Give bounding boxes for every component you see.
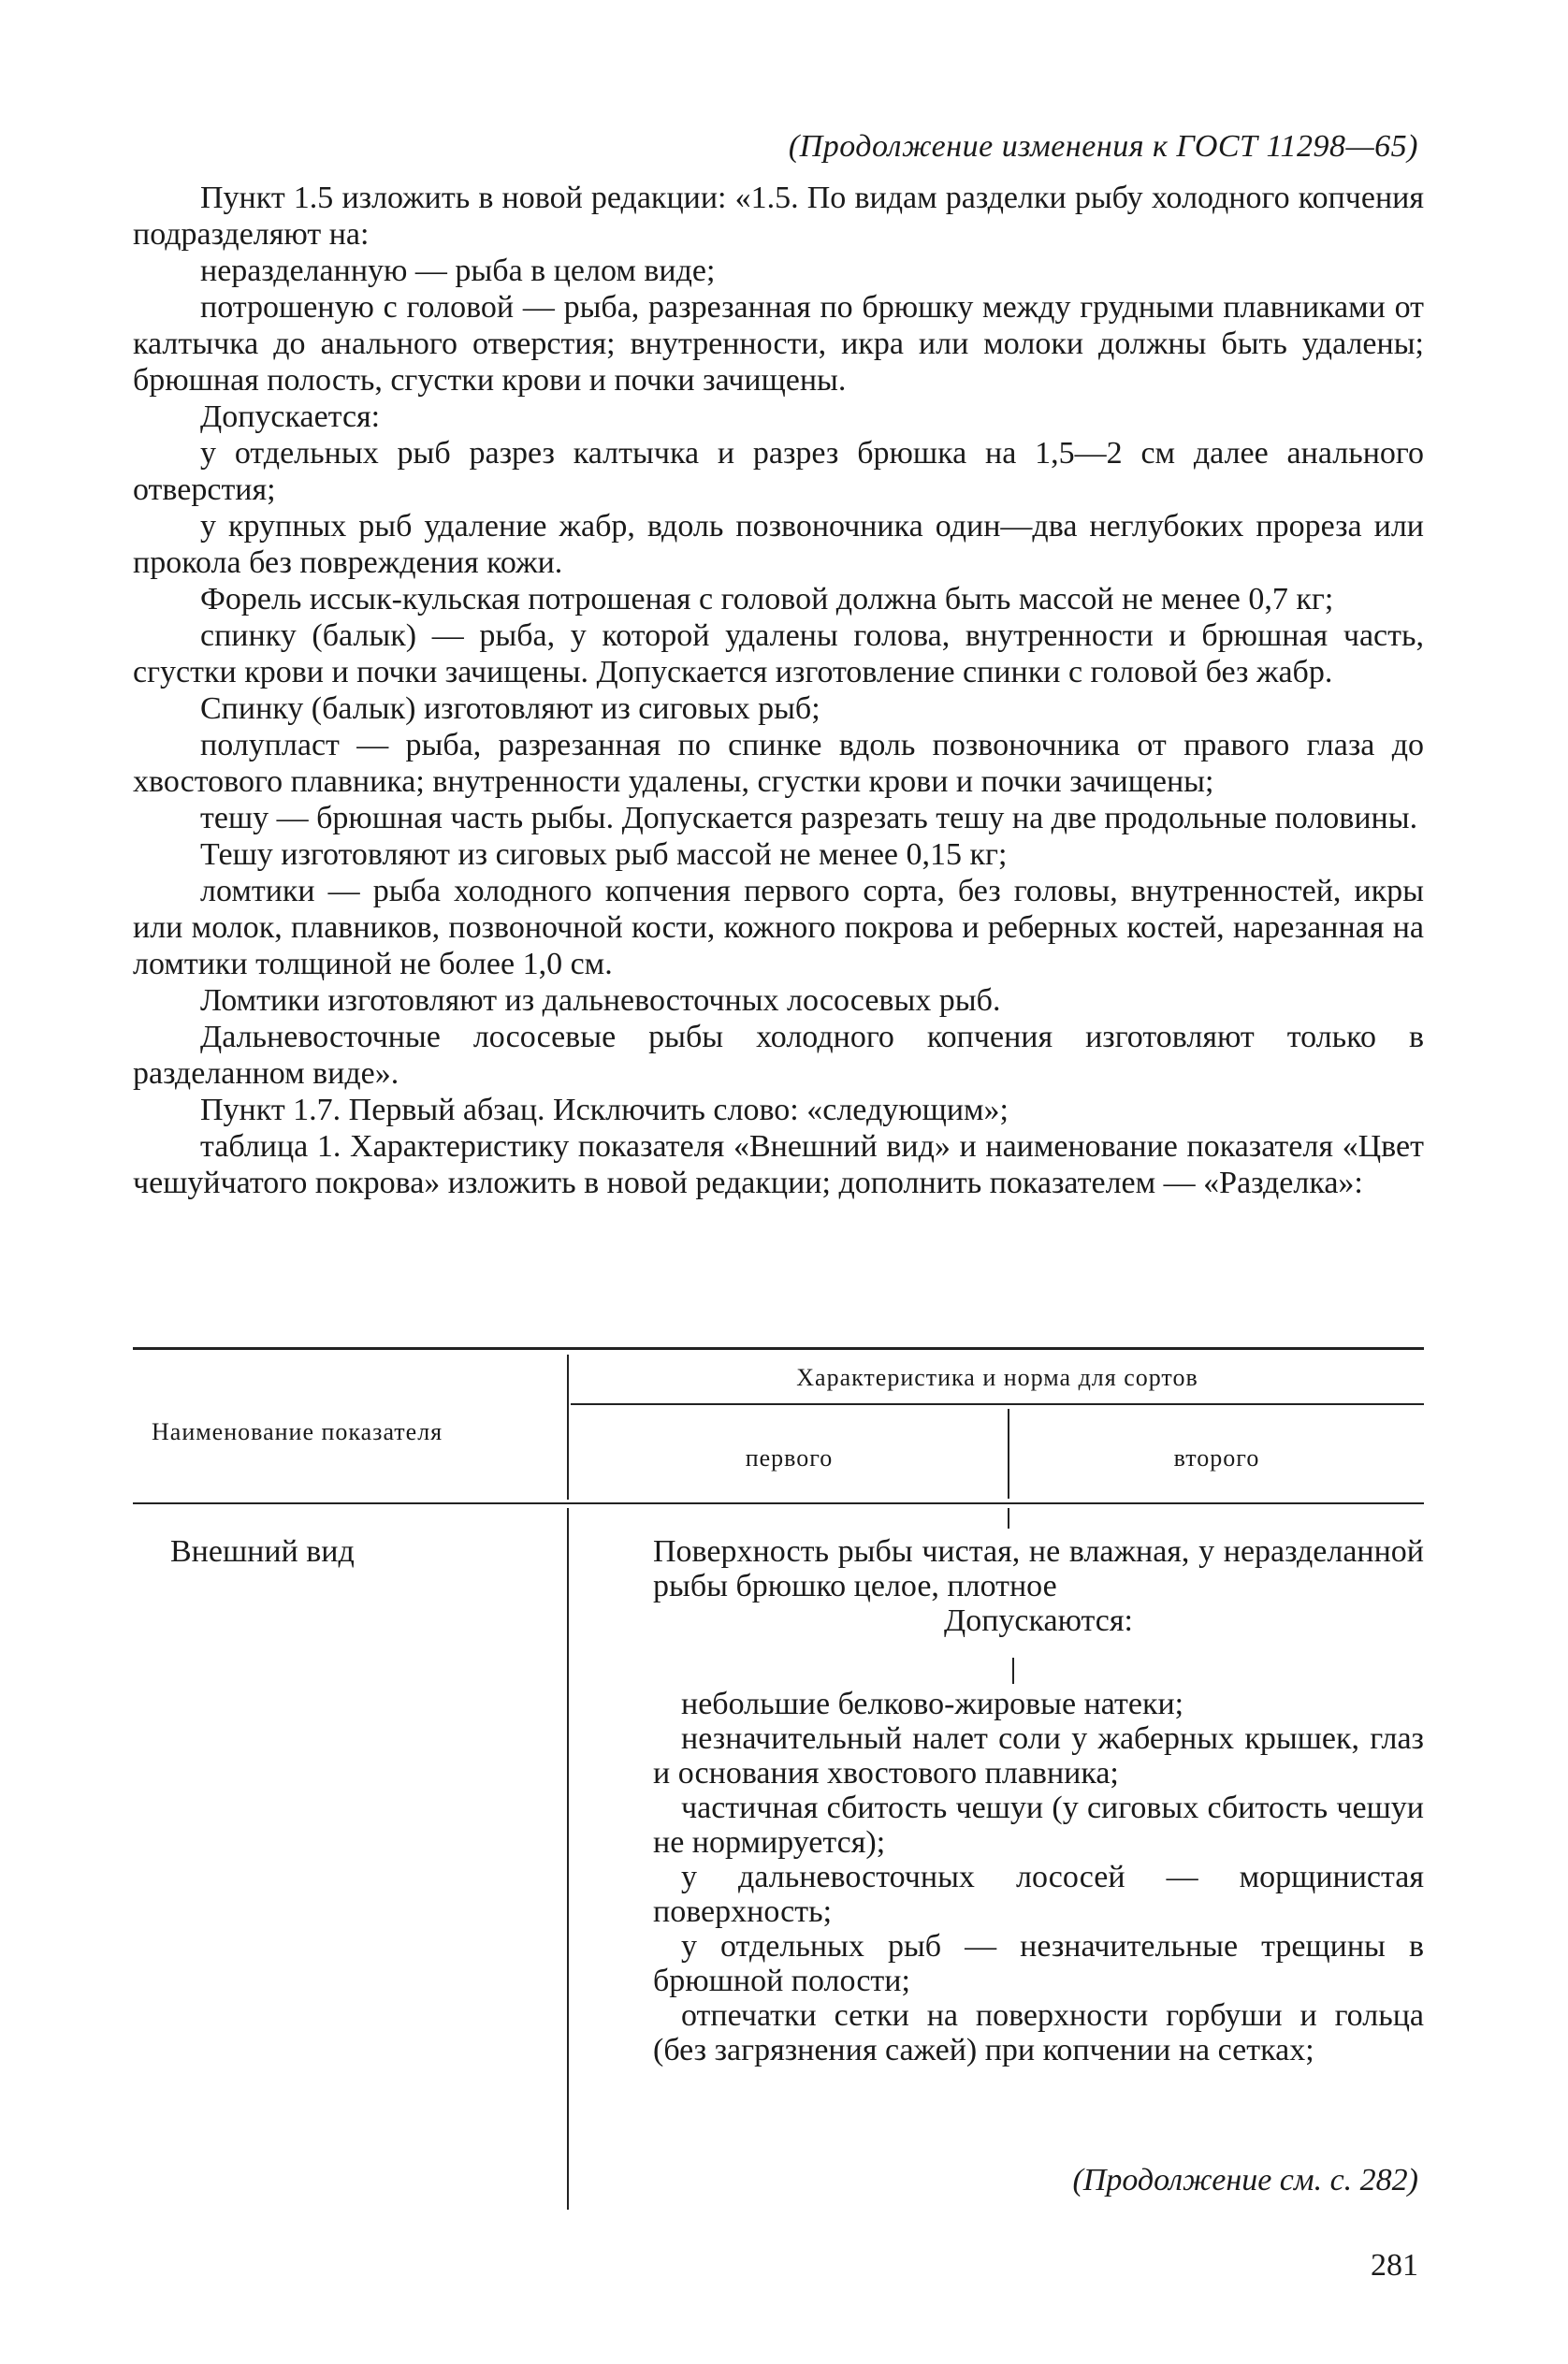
header-first-grade: первого	[745, 1444, 834, 1472]
header-second-grade: второго	[1173, 1444, 1260, 1472]
characteristic-lead: Поверхность рыбы чистая, не влажная, у неразделанной рыбы брюшко целое, плотное	[653, 1534, 1424, 1603]
continuation-header: (Продолжение изменения к ГОСТ 11298—65)	[788, 129, 1418, 164]
table-subheader-rule	[571, 1403, 1424, 1405]
continuation-footer: (Продолжение см. с. 282)	[1072, 2163, 1418, 2197]
table-column-divider	[567, 1355, 569, 1500]
paragraph: ломтики — рыба холодного копчения первого сорта, без головы, внутренностей, икры или молок, плавников, позвоночной кости, кожного покрова и реберных костей, нарезанная на ломтики толщиной не более 1,0 см.	[133, 874, 1424, 981]
table-tick-mark	[1008, 1508, 1009, 1529]
paragraph: потрошеную с головой — рыба, разрезанная по брюшку между грудными плавниками от калтычка до анального отверстия; внутренности, икра или молоки должны быть удалены; брюшная полость, сгустки крови и почки зачищены.	[133, 290, 1424, 398]
table-top-rule	[133, 1347, 1424, 1350]
paragraph: Пункт 1.5 изложить в новой редакции: «1.5. По видам разделки рыбу холодного копчения подразделяют на:	[133, 181, 1424, 252]
row-characteristic	[653, 1534, 1424, 2067]
paragraph: Спинку (балык) изготовляют из сиговых рыб;	[200, 691, 820, 726]
paragraph: таблица 1. Характеристику показателя «Внешний вид» и наименование показателя «Цвет чешуйчатого покрова» изложить в новой редакции; дополнить показателем — «Разделка»:	[133, 1129, 1424, 1200]
list-item: у дальневосточных лососей — морщинистая поверхность;	[653, 1860, 1424, 1929]
list-item: небольшие белково-жировые натеки;	[681, 1687, 1184, 1721]
characteristic-allowed: Допускаются:	[944, 1603, 1133, 1638]
paragraph: спинку (балык) — рыба, у которой удалены голова, внутренности и брюшная часть, сгустки крови и почки зачищены. Допускается изготовление спинки с головой без жабр.	[133, 618, 1424, 689]
paragraph: Дальневосточные лососевые рыбы холодного копчения изготовляют только в разделанном виде».	[133, 1020, 1424, 1091]
page-number: 281	[1371, 2248, 1418, 2283]
paragraph: Пункт 1.7. Первый абзац. Исключить слово: «следующим»;	[200, 1093, 1009, 1127]
list-item: незначительный налет соли у жаберных крышек, глаз и основания хвостового плавника;	[653, 1721, 1424, 1791]
paragraph: полупласт — рыба, разрезанная по спинке вдоль позвоночника от правого глаза до хвостового плавника; внутренности удалены, сгустки крови и почки зачищены;	[133, 728, 1424, 799]
paragraph: тешу — брюшная часть рыбы. Допускается разрезать тешу на две продольные половины.	[200, 801, 1418, 835]
list-item: у отдельных рыб — незначительные трещины в брюшной полости;	[653, 1929, 1424, 1998]
main-text	[133, 180, 1424, 1201]
paragraph: у отдельных рыб разрез калтычка и разрез брюшка на 1,5—2 см далее анального отверстия;	[133, 436, 1424, 507]
paragraph: Ломтики изготовляют из дальневосточных лососевых рыб.	[200, 983, 1001, 1018]
table-header-bottom-rule	[133, 1502, 1424, 1504]
list-item: отпечатки сетки на поверхности горбуши и гольца (без загрязнения сажей) при копчении на сетках;	[653, 1998, 1424, 2067]
header-indicator-name: Наименование показателя	[152, 1418, 443, 1445]
table-body-divider	[567, 1508, 569, 2210]
header-characteristic-group: Характеристика и норма для сортов	[796, 1364, 1198, 1391]
row-indicator-name: Внешний вид	[170, 1534, 355, 1569]
paragraph: Тешу изготовляют из сиговых рыб массой не менее 0,15 кг;	[200, 837, 1008, 872]
paragraph: неразделанную — рыба в целом виде;	[200, 254, 716, 288]
paragraph: Допускается:	[200, 399, 381, 434]
paragraph: у крупных рыб удаление жабр, вдоль позвоночника один—два неглубоких прореза или прокола без повреждения кожи.	[133, 509, 1424, 580]
list-item: частичная сбитость чешуи (у сиговых сбитость чешуи не нормируется);	[653, 1791, 1424, 1860]
paragraph: Форель иссык-кульская потрошеная с головой должна быть массой не менее 0,7 кг;	[200, 582, 1334, 616]
